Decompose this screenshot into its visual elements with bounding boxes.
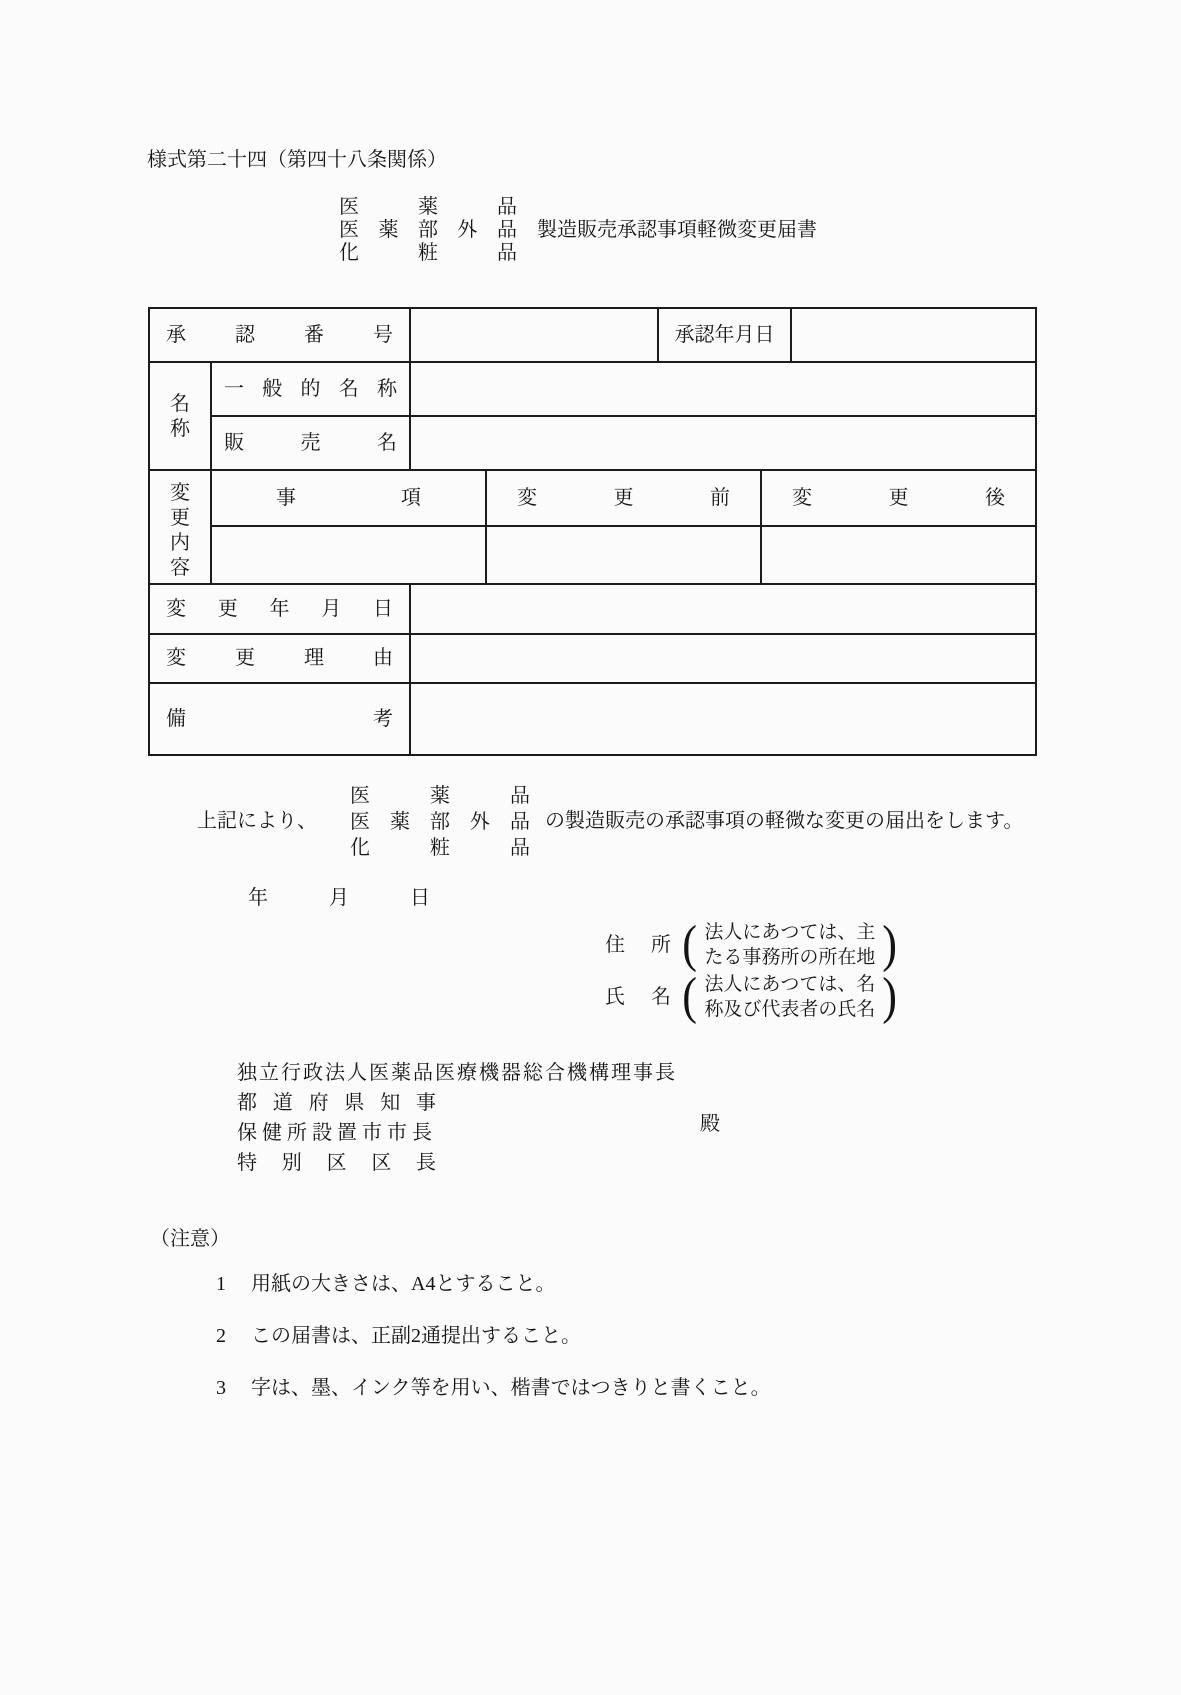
brand-name-value-cell <box>410 416 1036 470</box>
remarks-value-cell <box>410 683 1036 755</box>
generic-name-label: 一 般 的 名 称 <box>224 377 397 400</box>
declaration-lead: 上記により、 <box>197 810 317 832</box>
change-section-label-cell <box>149 470 211 584</box>
note-2-number: 2 <box>216 1325 226 1347</box>
approval-number-label-cell <box>149 308 410 362</box>
change-reason-label: 変 更 理 由 <box>166 647 393 669</box>
change-section-label: 変 更 内 容 <box>170 482 190 579</box>
approval-date-value-cell <box>791 308 1036 362</box>
addressee-city-mayor: 保健所設置市市長 <box>237 1122 437 1144</box>
brand-name-label: 販 売 名 <box>224 431 397 454</box>
change-date-row <box>149 584 1036 634</box>
name-section-label: 名 称 <box>170 393 190 440</box>
generic-name-row <box>149 362 1036 416</box>
change-reason-label-cell <box>149 634 410 683</box>
title-product-stack <box>339 196 517 265</box>
generic-name-label-cell <box>211 362 410 416</box>
title-product-drug: 医 薬 品 <box>339 196 517 218</box>
address-label: 住 所 <box>605 933 671 956</box>
change-after-header-cell <box>761 470 1036 526</box>
note-3-number: 3 <box>216 1377 226 1399</box>
brand-name-label-cell <box>211 416 410 470</box>
addressee-governor: 都 道 府 県 知 事 <box>237 1092 436 1114</box>
addressee-ward-mayor: 特 別 区 区 長 <box>237 1152 436 1174</box>
name-label: 氏 名 <box>605 985 671 1008</box>
address-open-paren: ( <box>682 916 698 973</box>
address-note-line2: たる事務所の所在地 <box>704 947 876 968</box>
title-product-quasi-drug: 医 薬 部 外 品 <box>339 219 517 241</box>
name-note <box>704 972 875 1022</box>
change-item-header-cell <box>211 470 486 526</box>
change-date-label-cell <box>149 584 410 634</box>
form-table <box>148 307 1037 756</box>
name-note-line2: 称及び代表者の氏名 <box>704 999 876 1020</box>
addressee-list <box>237 1058 677 1178</box>
change-after-value-cell <box>761 526 1036 584</box>
address-block <box>605 916 899 973</box>
name-block <box>605 968 899 1025</box>
approval-date-label: 承認年月日 <box>674 323 775 346</box>
remarks-row <box>149 683 1036 755</box>
change-header-row <box>149 470 1036 526</box>
change-item-header: 事 項 <box>276 486 421 509</box>
note-item-3 <box>216 1376 771 1401</box>
name-open-paren: ( <box>682 968 698 1025</box>
addressee-pmda: 独立行政法人医薬品医療機器総合機構理事長 <box>237 1062 677 1084</box>
change-before-header-cell <box>486 470 761 526</box>
approval-number-value-cell <box>410 308 658 362</box>
change-before-header: 変 更 前 <box>517 486 730 509</box>
note-item-2 <box>216 1324 581 1349</box>
approval-row <box>149 308 1036 362</box>
declaration-product-quasi-drug: 医 薬 部 外 品 <box>350 811 530 833</box>
change-value-row <box>149 526 1036 584</box>
change-item-value-cell <box>211 526 486 584</box>
remarks-label: 備 考 <box>166 707 393 730</box>
note-item-1 <box>216 1272 555 1297</box>
declaration-product-drug: 医 薬 品 <box>350 785 530 807</box>
declaration-tail: の製造販売の承認事項の軽微な変更の届出をします。 <box>545 810 1024 832</box>
name-note-line1: 法人にあつては、名 <box>704 974 876 995</box>
address-close-paren: ) <box>882 916 898 973</box>
address-note-line1: 法人にあつては、主 <box>704 922 876 943</box>
declaration-product-stack <box>350 783 530 861</box>
change-before-value-cell <box>486 526 761 584</box>
change-reason-row <box>149 634 1036 683</box>
change-date-value-cell <box>410 584 1036 634</box>
honorific-dono: 殿 <box>700 1113 720 1135</box>
document-title: 製造販売承認事項軽微変更届書 <box>537 219 817 241</box>
name-section-label-cell <box>149 362 211 470</box>
name-close-paren: ) <box>882 968 898 1025</box>
declaration-product-cosmetic: 化 粧 品 <box>350 837 530 859</box>
title-product-cosmetic: 化 粧 品 <box>339 242 517 264</box>
change-after-header: 変 更 後 <box>792 486 1005 509</box>
change-reason-value-cell <box>410 634 1036 683</box>
note-3-text: 字は、墨、インク等を用い、楷書ではつきりと書くこと。 <box>251 1377 771 1399</box>
form-style-number: 様式第二十四（第四十八条関係） <box>147 149 447 171</box>
address-note <box>704 920 875 970</box>
change-date-label: 変 更 年 月 日 <box>166 597 393 620</box>
brand-name-row <box>149 416 1036 470</box>
date-line: 年 月 日 <box>248 887 430 909</box>
approval-date-label-cell <box>658 308 791 362</box>
remarks-label-cell <box>149 683 410 755</box>
note-2-text: この届書は、正副2通提出すること。 <box>251 1325 581 1347</box>
generic-name-value-cell <box>410 362 1036 416</box>
approval-number-label: 承 認 番 号 <box>166 323 393 346</box>
note-1-number: 1 <box>216 1273 226 1295</box>
notes-heading: （注意） <box>150 1228 230 1250</box>
note-1-text: 用紙の大きさは、A4とすること。 <box>251 1273 556 1295</box>
